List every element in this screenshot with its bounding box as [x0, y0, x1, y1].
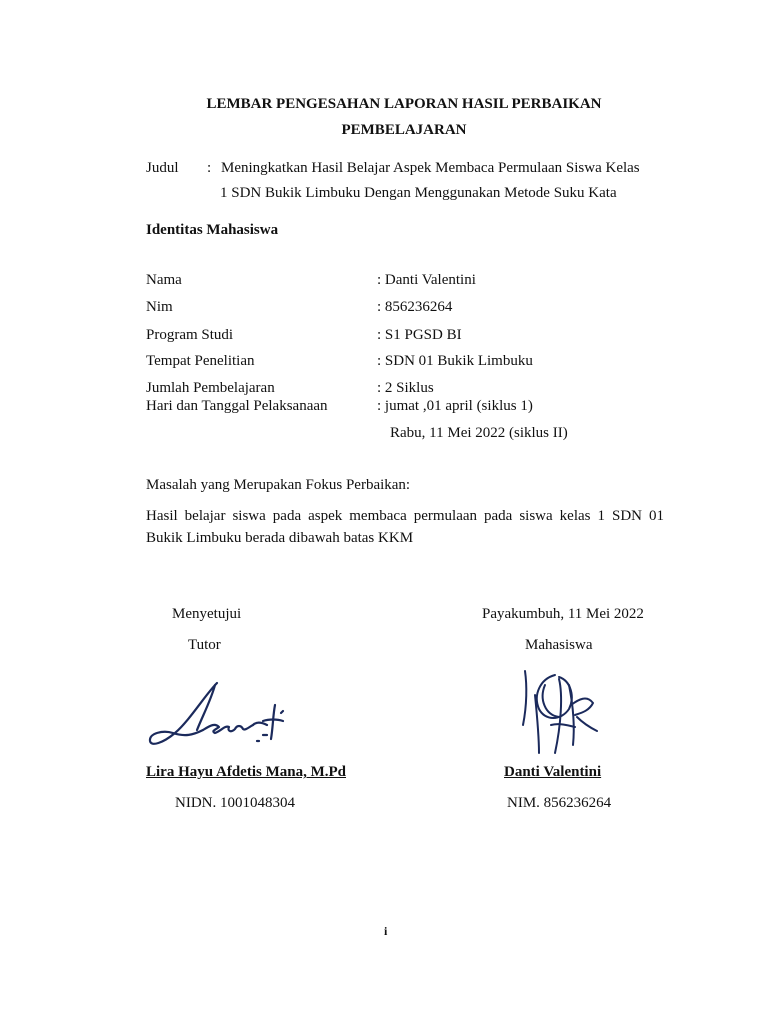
field-label: Program Studi: [146, 327, 234, 343]
field-label: Nim: [146, 299, 173, 315]
document-title-line2: PEMBELAJARAN: [341, 122, 467, 138]
student-nim: NIM. 856236264: [507, 795, 612, 811]
tutor-name: Lira Hayu Afdetis Mana, M.Pd: [146, 764, 347, 780]
judul-text-line2: 1 SDN Bukik Limbuku Dengan Menggunakan Metode Suku Kata: [220, 185, 617, 201]
masalah-heading: Masalah yang Merupakan Fokus Perbaikan:: [146, 477, 411, 493]
student-signature: [515, 665, 605, 765]
judul-text-line1: Meningkatkan Hasil Belajar Aspek Membaca Permulaan Siswa Kelas: [221, 160, 640, 176]
judul-label: Judul: [146, 160, 179, 176]
tutor-nidn: NIDN. 1001048304: [175, 795, 295, 811]
field-value: : S1 PGSD BI: [377, 327, 462, 343]
field-label: Hari dan Tanggal Pelaksanaan: [146, 398, 328, 414]
page-number: i: [384, 924, 388, 938]
field-label: Tempat Penelitian: [146, 353, 255, 369]
field-value: : SDN 01 Bukik Limbuku: [377, 353, 533, 369]
tutor-label: Tutor: [188, 637, 221, 653]
field-label: Nama: [146, 272, 182, 288]
extra-date-line: Rabu, 11 Mei 2022 (siklus II): [390, 425, 568, 441]
field-value: : 2 Siklus: [377, 380, 434, 396]
section-heading: Identitas Mahasiswa: [146, 222, 279, 238]
student-name: Danti Valentini: [504, 764, 602, 780]
document-title-line1: LEMBAR PENGESAHAN LAPORAN HASIL PERBAIKAN: [206, 96, 602, 112]
masalah-text: Hasil belajar siswa pada aspek membaca permulaan pada siswa kelas 1 SDN 01 Bukik Limbuku berada dibawah batas KKM: [146, 508, 664, 546]
student-label: Mahasiswa: [525, 637, 593, 653]
tutor-signature: [145, 675, 295, 760]
field-value: : 856236264: [377, 299, 453, 315]
approval-label: Menyetujui: [172, 606, 242, 622]
field-label: Jumlah Pembelajaran: [146, 380, 275, 396]
judul-colon: :: [207, 160, 212, 176]
place-date: Payakumbuh, 11 Mei 2022: [482, 606, 644, 622]
field-value: : Danti Valentini: [377, 272, 476, 288]
field-value: : jumat ,01 april (siklus 1): [377, 398, 533, 414]
